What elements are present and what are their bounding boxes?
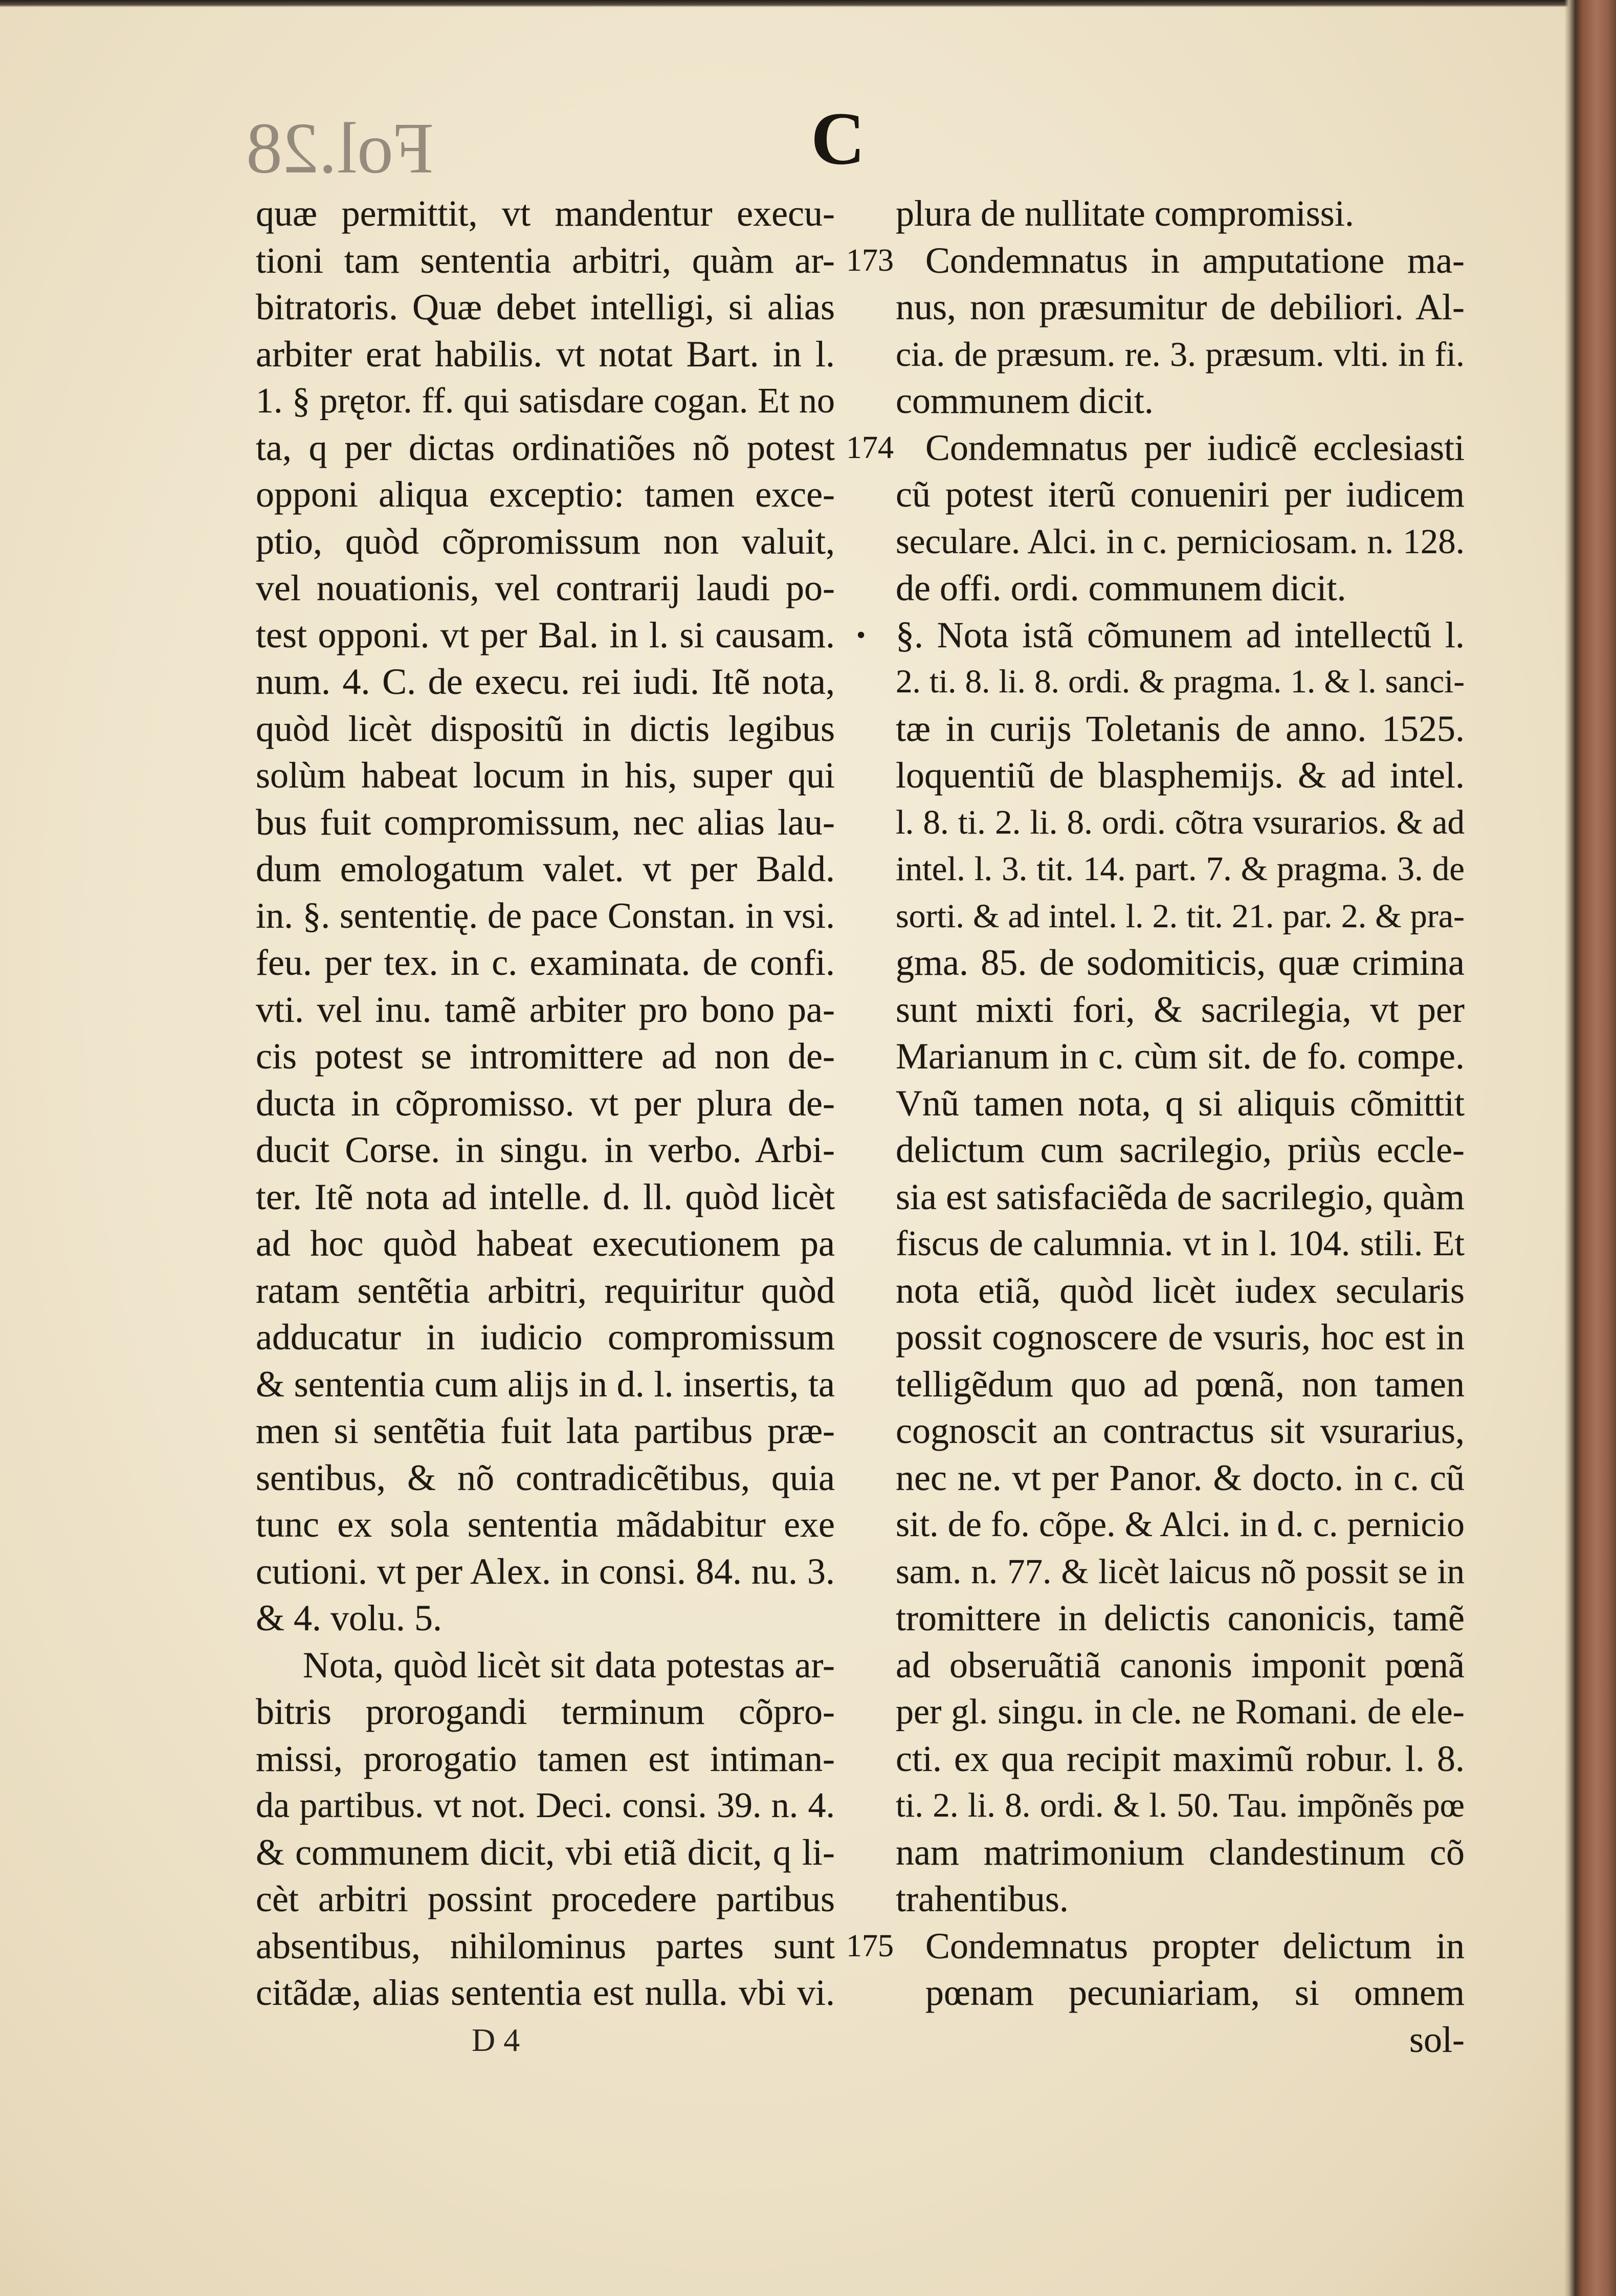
margin-number: 174: [846, 430, 894, 465]
left-column-line: sentibus, & nõ contradicẽtibus, quia: [256, 1457, 835, 1498]
left-column-line: absentibus, nihilominus partes sunt: [256, 1925, 835, 1966]
left-column-line: quæ permittit, vt mandentur execu-: [256, 193, 835, 234]
left-column-line: in. §. sententię. de pace Constan. in vsi.: [256, 895, 835, 936]
margin-number: 175: [846, 1928, 894, 1963]
right-column-line: nam matrimonium clandestinum cõ: [896, 1831, 1465, 1873]
left-column-line: adducatur in iudicio compromissum: [256, 1317, 835, 1358]
right-column: [846, 190, 1465, 2063]
right-column-line: loquentiũ de blasphemijs. & ad intel.: [896, 755, 1465, 796]
right-column-line: cti. ex qua recipit maximũ robur. l. 8.: [896, 1738, 1465, 1779]
right-column-line: cognoscit an contractus sit vsurarius,: [896, 1410, 1465, 1451]
left-column-line: bitris prorogandi terminum cõpro-: [256, 1691, 835, 1732]
right-column-line: sit. de fo. cõpe. & Alci. in d. c. pernicio: [896, 1505, 1465, 1544]
right-column-line: Marianum in c. cùm sit. de fo. compe.: [896, 1036, 1465, 1077]
left-column-line: solùm habeat locum in his, super qui: [256, 755, 835, 796]
left-column-line: missi, prorogatio tamen est intiman-: [256, 1738, 835, 1779]
right-column-line: per gl. singu. in cle. ne Romani. de ele-: [896, 1692, 1465, 1732]
right-column-line: §. Nota istã cõmunem ad intellectũ l.: [896, 614, 1465, 655]
right-column-line: telligẽdum quo ad pœnã, non tamen: [896, 1363, 1465, 1405]
right-column-line: possit cognoscere de vsuris, hoc est in: [896, 1317, 1465, 1358]
right-column-line: fiscus de calumnia. vt in l. 104. stili. Et: [896, 1224, 1465, 1263]
left-column: [256, 190, 835, 2058]
left-column-line: num. 4. C. de execu. rei iudi. Itẽ nota,: [256, 661, 835, 702]
right-column-line: de offi. ordi. communem dicit.: [896, 567, 1346, 608]
left-column-line: vti. vel inu. tamẽ arbiter pro bono pa-: [256, 989, 835, 1030]
left-column-line: ta, q per dictas ordinatiões nõ potest: [256, 427, 835, 468]
left-column-line: bitratoris. Quæ debet intelligi, si alias: [256, 287, 835, 327]
left-column-line: ducta in cõpromisso. vt per plura de-: [256, 1082, 835, 1124]
right-column-line: cia. de præsum. re. 3. præsum. vlti. in fi.: [896, 334, 1465, 374]
right-column-line: trahentibus.: [896, 1878, 1069, 1919]
left-column-line: & 4. volu. 5.: [256, 1598, 442, 1638]
page-top-edge: [0, 0, 1570, 7]
left-column-line: dum emologatum valet. vt per Bald.: [256, 848, 835, 889]
right-column-line: nec ne. vt per Panor. & docto. in c. cũ: [896, 1457, 1465, 1498]
left-column-line: men si sentẽtia fuit lata partibus præ-: [256, 1410, 835, 1451]
right-column-line: sia est satisfaciẽda de sacrilegio, quàm: [896, 1176, 1465, 1217]
left-column-line: da partibus. vt not. Deci. consi. 39. n. 4.: [256, 1786, 835, 1825]
right-column-line: sunt mixti fori, & sacrilegia, vt per: [896, 989, 1465, 1030]
left-column-line: feu. per tex. in c. examinata. de confi.: [256, 942, 835, 983]
right-column-line: cũ potest iterũ conueniri per iudicem: [896, 474, 1465, 515]
left-column-line: cis potest se intromittere ad non de-: [256, 1036, 835, 1077]
left-column-line: tunc ex sola sententia mãdabitur exe: [256, 1504, 835, 1545]
margin-number: 173: [846, 243, 894, 278]
left-column-line: & sententia cum alijs in d. l. insertis, ta: [256, 1363, 835, 1405]
left-column-line: bus fuit compromissum, nec alias lau-: [256, 801, 835, 843]
right-column-catchword: sol-: [1409, 2019, 1465, 2060]
left-column-line: cèt arbitri possint procedere partibus: [256, 1878, 835, 1919]
right-column-line: seculare. Alci. in c. perniciosam. n. 128.: [896, 521, 1465, 561]
right-column-line: 2. ti. 8. li. 8. ordi. & pragma. 1. & l. sanci-: [896, 663, 1465, 700]
right-column-line: plura de nullitate compromissi.: [896, 193, 1354, 234]
right-column-line: nus, non præsumitur de debiliori. Al-: [896, 287, 1465, 327]
left-column-line: ter. Itẽ nota ad intelle. d. ll. quòd licèt: [256, 1176, 835, 1217]
right-column-line: l. 8. ti. 2. li. 8. ordi. cõtra vsurarios. & ad: [896, 803, 1465, 841]
right-column-line: Condemnatus in amputatione ma-: [925, 239, 1465, 281]
right-column-line: Vnũ tamen nota, q si aliquis cõmittit: [896, 1082, 1465, 1124]
page-gutter-shadow: [1564, 0, 1576, 2296]
left-column-line: tioni tam sententia arbitri, quàm ar-: [256, 239, 835, 281]
left-column-line: arbiter erat habilis. vt notat Bart. in l.: [256, 333, 835, 375]
left-column-line: ducit Corse. in singu. in verbo. Arbi-: [256, 1129, 835, 1170]
right-column-line: communem dicit.: [896, 380, 1154, 421]
left-column-line: 1. § prętor. ff. qui satisdare cogan. Et no: [256, 381, 835, 421]
left-column-line: ptio, quòd cõpromissum non valuit,: [256, 520, 835, 562]
right-column-line: gma. 85. de sodomiticis, quæ crimina: [896, 942, 1465, 983]
binding-cover-edge: [1576, 0, 1616, 2296]
right-column-line: sam. n. 77. & licèt laicus nõ possit se in: [896, 1551, 1465, 1591]
right-column-line: tromittere in delictis canonicis, tamẽ: [896, 1598, 1465, 1638]
right-column-line: delictum cum sacrilegio, priùs eccle-: [896, 1129, 1465, 1170]
signature-mark: C: [811, 97, 866, 180]
right-column-line: ad obseruãtiã canonis imponit pœnã: [896, 1644, 1465, 1686]
left-column-line: quòd licèt dispositũ in dictis legibus: [256, 708, 835, 749]
left-column-line: vel nouationis, vel contrarij laudi po-: [256, 567, 835, 608]
right-column-line: sorti. & ad intel. l. 2. tit. 21. par. 2. & pra-: [896, 897, 1465, 935]
left-column-line: ad hoc quòd habeat executionem pa: [256, 1223, 835, 1264]
left-column-line: ratam sentẽtia arbitri, requiritur quòd: [256, 1270, 835, 1311]
right-column-line: tæ in curijs Toletanis de anno. 1525.: [896, 708, 1465, 749]
footer-signature: D 4: [472, 2021, 520, 2058]
show-through-folio: Fol.28: [246, 107, 434, 188]
left-column-line: citãdæ, alias sententia est nulla. vbi vi.: [256, 1972, 835, 2013]
left-column-line: test opponi. vt per Bal. in l. si causam.: [256, 614, 835, 655]
left-column-line: cutioni. vt per Alex. in consi. 84. nu. 3.: [256, 1550, 835, 1592]
right-column-line: pœnam pecuniariam, si omnem: [925, 1972, 1465, 2013]
right-column-line: intel. l. 3. tit. 14. part. 7. & pragma. 3. de: [896, 850, 1465, 888]
right-column-line: nota etiã, quòd licèt iudex secularis: [896, 1270, 1465, 1311]
right-column-line: Condemnatus propter delictum in: [925, 1925, 1465, 1966]
paragraph-mark: •: [856, 620, 866, 650]
left-column-paragraph-start: Nota, quòd licèt sit data potestas ar-: [303, 1644, 835, 1686]
right-column-line: Condemnatus per iudicẽ ecclesiasti: [925, 427, 1465, 468]
left-column-line: & communem dicit, vbi etiã dicit, q li-: [256, 1831, 835, 1873]
left-column-line: opponi aliqua exceptio: tamen exce-: [256, 474, 835, 515]
right-column-line: ti. 2. li. 8. ordi. & l. 50. Tau. impõnẽs pœ: [896, 1786, 1465, 1824]
